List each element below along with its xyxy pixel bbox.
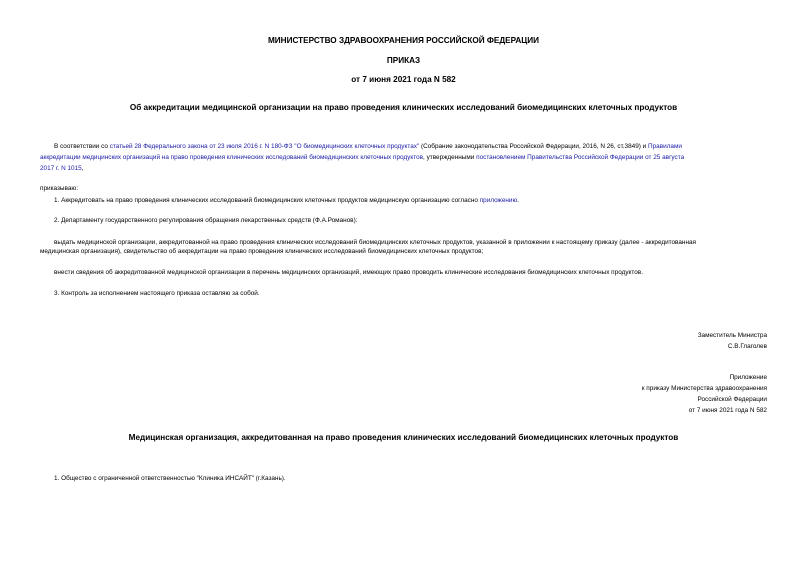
appendix-ref-2: Российской Федерации: [697, 396, 767, 403]
page-title: Об аккредитации медицинской организации на право проведения клинических исследований биомедицинских клеточных продуктов: [129, 103, 678, 112]
preamble-text-4: ,: [81, 165, 84, 172]
item-1: [54, 195, 768, 206]
law-article-link[interactable]: статьей 28 Федерального закона от 23 июля 2016 г. N 180-ФЗ "О биомедицинских клеточных продуктах": [109, 143, 420, 150]
item-2a-line-1: выдать медицинской организации, аккредитованной на право проведения клинических исследований биомедицинских клеточных продуктов, указанной в приложении к настоящему приказу (далее - аккредитованная: [54, 239, 697, 246]
doc-type-heading: ПРИКАЗ: [386, 56, 421, 65]
preamble-text-1: В соответствии со: [54, 143, 110, 150]
item-2b: внести сведения об аккредитованной медицинской организации в перечень медицинских организаций, имеющих право проводить клинические исследования биомедицинских клеточных продуктов.: [54, 269, 643, 276]
appendix-ref-3: от 7 июня 2021 года N 582: [688, 407, 767, 414]
doc-date-number: от 7 июня 2021 года N 582: [351, 75, 456, 84]
appendix-title: Медицинская организация, аккредитованная на право проведения клинических исследований биомедицинских клеточных продуктов: [128, 433, 679, 442]
signature-position: Заместитель Министра: [697, 332, 767, 339]
appendix-link[interactable]: приложению: [479, 197, 518, 204]
item-1-end: .: [517, 197, 520, 204]
preamble-paragraph: [40, 141, 768, 174]
signature-name: С.В.Глаголев: [727, 343, 767, 350]
item-2: 2. Департаменту государственного регулирования обращения лекарственных средств (Ф.А.Романов):: [54, 217, 358, 224]
ministry-heading: МИНИСТЕРСТВО ЗДРАВООХРАНЕНИЯ РОССИЙСКОЙ ФЕДЕРАЦИИ: [267, 36, 540, 45]
item-2a-cont: [40, 246, 768, 257]
government-decree-link[interactable]: постановлением Правительства Российской Федерации от 25 августа: [476, 154, 685, 161]
rules-link-cont[interactable]: аккредитации медицинских организаций на право проведения клинических исследований биомедицинских клеточных продуктов: [40, 154, 424, 161]
item-2a-line-2: медицинская организация), свидетельство об аккредитации на право проведения клинических исследований биомедицинских клеточных продуктов;: [40, 248, 484, 255]
preamble-text-3: , утвержденными: [423, 154, 477, 161]
appendix-item-1: 1. Общество с ограниченной ответственностью "Клиника ИНСАЙТ" (г.Казань).: [54, 475, 286, 482]
preamble-text-2: (Собрание законодательства Российской Федерации, 2016, N 26, ст.3849) и: [419, 143, 649, 150]
appendix-label: Приложение: [729, 374, 767, 381]
order-word: приказываю:: [40, 185, 78, 192]
item-1-text: 1. Аккредитовать на право проведения клинических исследований биомедицинских клеточных продуктов медицинскую организацию согласно: [54, 197, 480, 204]
item-3: 3. Контроль за исполнением настоящего приказа оставляю за собой.: [54, 290, 260, 297]
rules-link[interactable]: Правилами: [648, 143, 682, 150]
government-decree-link-cont[interactable]: 2017 г. N 1015: [40, 165, 82, 172]
appendix-ref-1: к приказу Министерства здравоохранения: [641, 385, 767, 392]
